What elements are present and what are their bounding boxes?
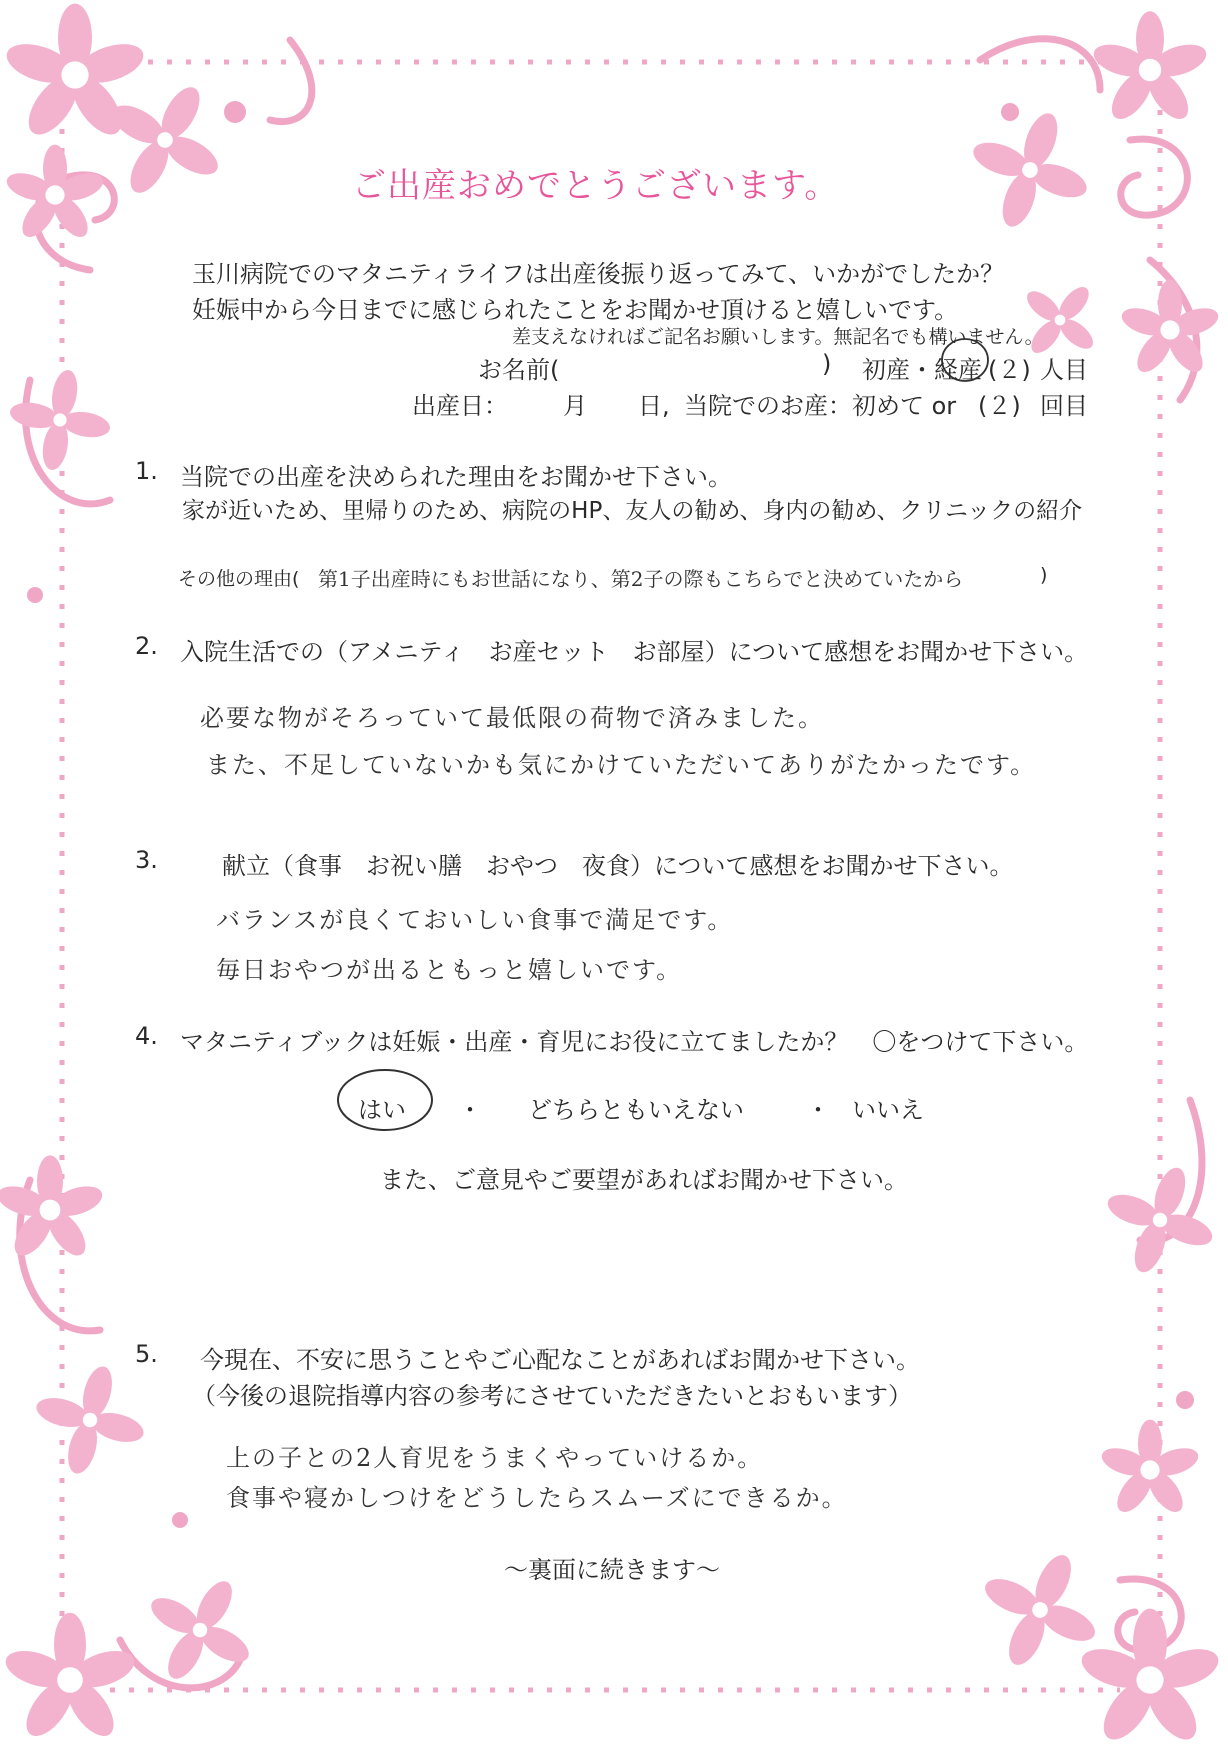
parity-count: (２) (988, 356, 1031, 384)
q4-number: 4. (135, 1022, 158, 1050)
intro-note: 差支えなければご記名お願いします。無記名でも構いません。 (512, 326, 1044, 348)
q4-question: マタニティブックは妊娠・出産・育児にお役に立てましたか？ 〇をつけて下さい。 (180, 1028, 1089, 1056)
birth-month-label: 月 (563, 392, 587, 420)
q3-number: 3. (135, 846, 158, 874)
q2-answer-line-1: 必要な物がそろっていて最低限の荷物で済みました。 (200, 704, 824, 732)
parity-label: 初産・経産 (862, 356, 982, 384)
q1-other-answer: 第1子出産時にもお世話になり、第2子の際もこちらでと決めていたから (318, 567, 964, 591)
birth-date-label: 出産日： (412, 392, 508, 420)
intro-line-2: 妊娠中から今日までに感じられたことをお聞かせ頂けると嬉しいです。 (192, 296, 959, 324)
q4-followup: また、ご意見やご要望があればお聞かせ下さい。 (380, 1166, 908, 1194)
q5-question: 今現在、不安に思うことやご心配なことがあればお聞かせ下さい。 (200, 1346, 920, 1374)
name-close: ) (822, 350, 832, 378)
name-label: お名前( (478, 356, 560, 384)
q2-answer-line-2: また、不足していないかも気にかけていただいてありがたかったです。 (206, 751, 1037, 779)
q5-subtext: （今後の退院指導内容の参考にさせていただきたいとおもいます） (192, 1382, 912, 1410)
parity-suffix: 人目 (1040, 356, 1088, 384)
birth-day-label: 日, (638, 392, 670, 420)
q3-answer-line-1: バランスが良くておいしい食事で満足です。 (216, 906, 734, 934)
q4-separator-1: ・ (458, 1096, 482, 1124)
births-here-label: 当院でのお産：初めて or (684, 392, 957, 420)
q2-question: 入院生活での（アメニティ お産セット お部屋）について感想をお聞かせ下さい。 (180, 638, 1089, 666)
q1-number: 1. (135, 457, 158, 485)
q5-answer-line-1: 上の子との2人育児をうまくやっていけるか。 (226, 1444, 764, 1472)
q1-options: 家が近いため、里帰りのため、病院のHP、友人の勧め、身内の勧め、クリニックの紹介 (182, 498, 1083, 524)
q4-choice-yes: はい (358, 1096, 406, 1124)
q5-answer-line-2: 食事や寝かしつけをどうしたらスムーズにできるか。 (226, 1484, 848, 1512)
q1-question: 当院での出産を決められた理由をお聞かせ下さい。 (180, 463, 732, 491)
q4-separator-2: ・ (806, 1096, 830, 1124)
q3-answer-line-2: 毎日おやつが出るともっと嬉しいです。 (216, 956, 683, 984)
page-title: ご出産おめでとうございます。 (352, 166, 840, 206)
continued-on-back: 〜裏面に続きます〜 (504, 1556, 720, 1584)
q2-number: 2. (135, 632, 158, 660)
intro-line-1: 玉川病院でのマタニティライフは出産後振り返ってみて、いかがでしたか？ (192, 260, 1005, 288)
q5-number: 5. (135, 1340, 158, 1368)
q4-choice-no: いいえ (852, 1096, 924, 1124)
births-here-suffix: 回目 (1040, 392, 1088, 420)
births-here-count: (２) (978, 392, 1021, 420)
q3-question: 献立（食事 お祝い膳 おやつ 夜食）について感想をお聞かせ下さい。 (222, 852, 1014, 880)
q1-other-close: ) (1040, 564, 1048, 586)
q4-choice-neutral: どちらともいえない (528, 1096, 744, 1124)
q1-other-label: その他の理由( (178, 568, 300, 590)
